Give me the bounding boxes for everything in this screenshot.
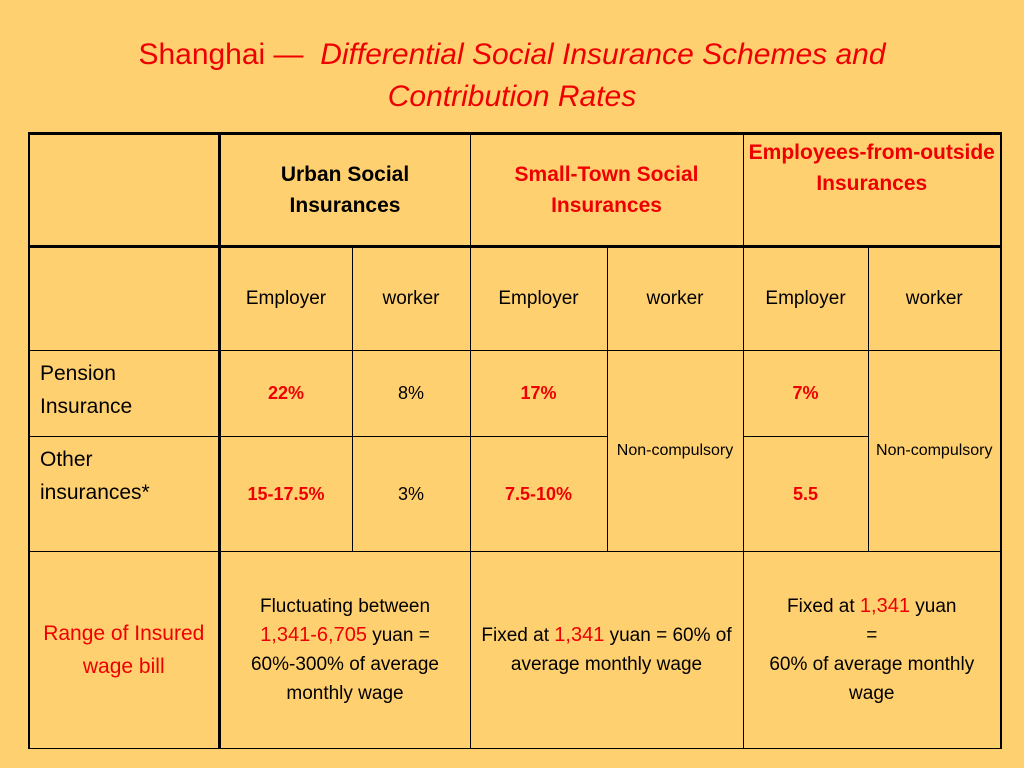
other-urban-employer: 15-17.5% (219, 437, 352, 552)
row-label-other: Other insurances* (29, 437, 219, 552)
range-small-town (470, 552, 743, 749)
range-outside-prefix: Fixed at (787, 596, 855, 617)
outside-worker-non-compulsory: Non-compulsory (868, 351, 1001, 552)
range-small-amount: 1,341 (554, 624, 605, 646)
row-label-range: Range of Insured wage bill (29, 552, 219, 749)
other-small-employer: 7.5-10% (470, 437, 607, 552)
header-outside: Employees-from-outside Insurances (743, 134, 1001, 247)
pension-urban-worker: 8% (352, 351, 470, 437)
pension-urban-employer: 22% (219, 351, 352, 437)
range-outside (743, 552, 1001, 749)
other-outside-employer: 5.5 (743, 437, 868, 552)
range-outside-suffix2: = (866, 625, 878, 646)
row-label-pension: Pension Insurance (29, 351, 219, 437)
subheader-outside-employer: Employer (743, 247, 868, 351)
subheader-small-employer: Employer (470, 247, 607, 351)
range-small-prefix: Fixed at (481, 625, 549, 646)
pension-outside-employer: 7% (743, 351, 868, 437)
range-urban (219, 552, 470, 749)
corner-cell (29, 134, 219, 247)
title-topic-line2: Contribution Rates (387, 80, 637, 113)
title-city: Shanghai — (138, 38, 304, 71)
range-outside-suffix3: 60% of average monthly wage (769, 654, 975, 704)
range-urban-suffix: yuan = 60%-300% of average monthly wage (250, 625, 439, 704)
subheader-urban-employer: Employer (219, 247, 352, 351)
small-town-worker-non-compulsory: Non-compulsory (607, 351, 743, 552)
other-urban-worker: 3% (352, 437, 470, 552)
subheader-blank (29, 247, 219, 351)
subheader-outside-worker: worker (868, 247, 1001, 351)
header-urban: Urban Social Insurances (219, 134, 470, 247)
subheader-small-worker: worker (607, 247, 743, 351)
range-urban-amount: 1,341-6,705 (260, 624, 367, 646)
insurance-table (28, 132, 1002, 749)
range-urban-prefix: Fluctuating between (259, 596, 431, 617)
slide-title (0, 34, 1024, 118)
range-small-suffix: yuan = 60% of average monthly wage (510, 625, 732, 675)
range-outside-suffix1: yuan (915, 596, 957, 617)
pension-small-employer: 17% (470, 351, 607, 437)
title-topic-line1: Differential Social Insurance Schemes and (320, 38, 886, 71)
range-outside-amount: 1,341 (859, 595, 910, 617)
subheader-urban-worker: worker (352, 247, 470, 351)
header-small-town: Small-Town Social Insurances (470, 134, 743, 247)
